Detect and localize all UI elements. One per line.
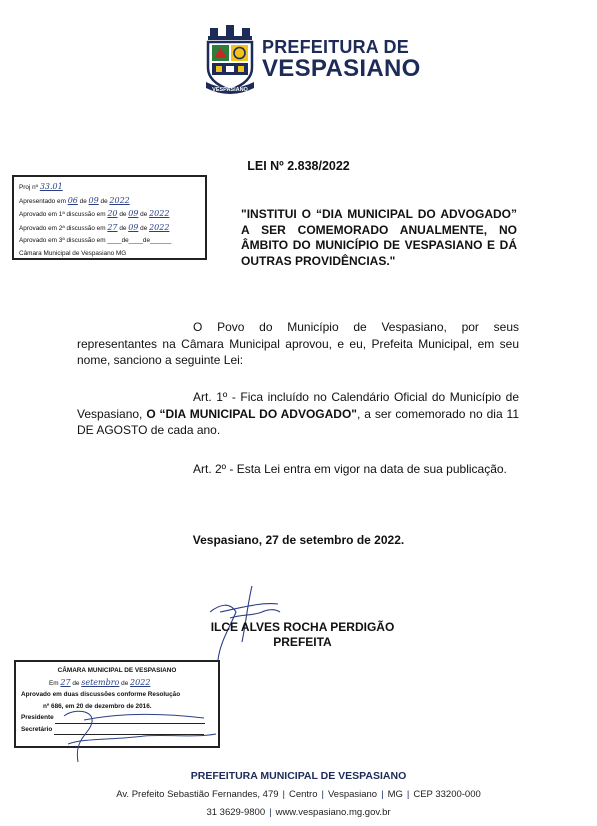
stamp-apresentado-row: Apresentado em 06 de 09 de 2022 [19,195,130,205]
article-1: Art. 1º - Fica incluído no Calendário Oficial do Município de Vespasiano, O “DIA MUNICIPAL DO ADVOGADO", a ser comemorado no dia 11 DE AGOSTO de cada ano. [77,390,520,437]
crown-icon [208,25,252,40]
signer-block [205,620,400,650]
stamp-disc1-row: Aprovado em 1ª discussão em 20 de 09 de 2022 [19,209,170,218]
preamble-paragraph: O Povo do Município de Vespasiano, por seus representantes na Câmara Municipal aprovou, e eu, Prefeita Municipal, em seu nome, sanciono a seguinte Lei: [77,320,519,367]
svg-text:VESPASIANO: VESPASIANO [212,87,248,93]
stamp2-secretary-row: Secretário [21,724,213,736]
signer-name: ILCE ALVES ROCHA PERDIGÃO [210,620,395,634]
municipal-coat-of-arms-logo [204,24,256,96]
stamp-footer: Câmara Municipal de Vespasiano MG [19,249,127,257]
law-title: LEI Nº 2.838/2022 [247,159,350,173]
article-2: Art. 2º - Esta Lei entra em vigor na data de sua publicação. [193,462,507,476]
project-tracking-stamp [12,175,207,260]
brand-line-2: VESPASIANO [262,55,421,82]
stamp-proj-row: Proj nº 33.01 [19,182,63,191]
stamp2-president-row: Presidente [21,712,213,724]
brand-line-1: PREFEITURA DE [262,37,409,57]
signer-role: PREFEITA [273,635,332,649]
proj-number: 33.01 [39,182,63,191]
stamp2-approval-text: Aprovado em duas discussões conforme Resolução [21,691,181,698]
footer-address: Av. Prefeito Sebastião Fernandes, 479 | Centro | Vespasiano | MG | CEP 33200-000 [116,789,481,800]
footer-organization: PREFEITURA MUNICIPAL DE VESPASIANO [190,770,407,782]
signing-date: Vespasiano, 27 de setembro de 2022. [192,533,405,547]
footer-website-link[interactable]: www.vespasiano.mg.gov.br [275,807,391,818]
stamp-disc3-row: Aprovado em 3ª discussão em ____de____de______ [19,237,172,244]
brand-name [262,38,421,81]
footer-contact: 31 3629-9800 | www.vespasiano.mg.gov.br [206,807,391,818]
law-ementa: "INSTITUI O “DIA MUNICIPAL DO ADVOGADO” A SER COMEMORADO ANUALMENTE, NO ÂMBITO DO MUNICÍPIO DE VESPASIANO E DÁ OUTRAS PROVIDÊNCIAS." [241,207,517,268]
stamp2-date-row: Em 27 de setembro de 2022 [49,677,151,687]
stamp2-resolution: nº 686, em 20 de dezembro de 2016. [43,702,152,710]
article-1-highlight: O “DIA MUNICIPAL DO ADVOGADO" [146,406,357,421]
chamber-signatures [54,704,224,764]
stamp-disc2-row: Aprovado em 2ª discussão em 27 de 09 de 2022 [19,222,170,232]
stamp2-header: CÂMARA MUNICIPAL DE VESPASIANO [57,667,177,674]
footer-phone: 31 3629-9800 [206,807,266,818]
